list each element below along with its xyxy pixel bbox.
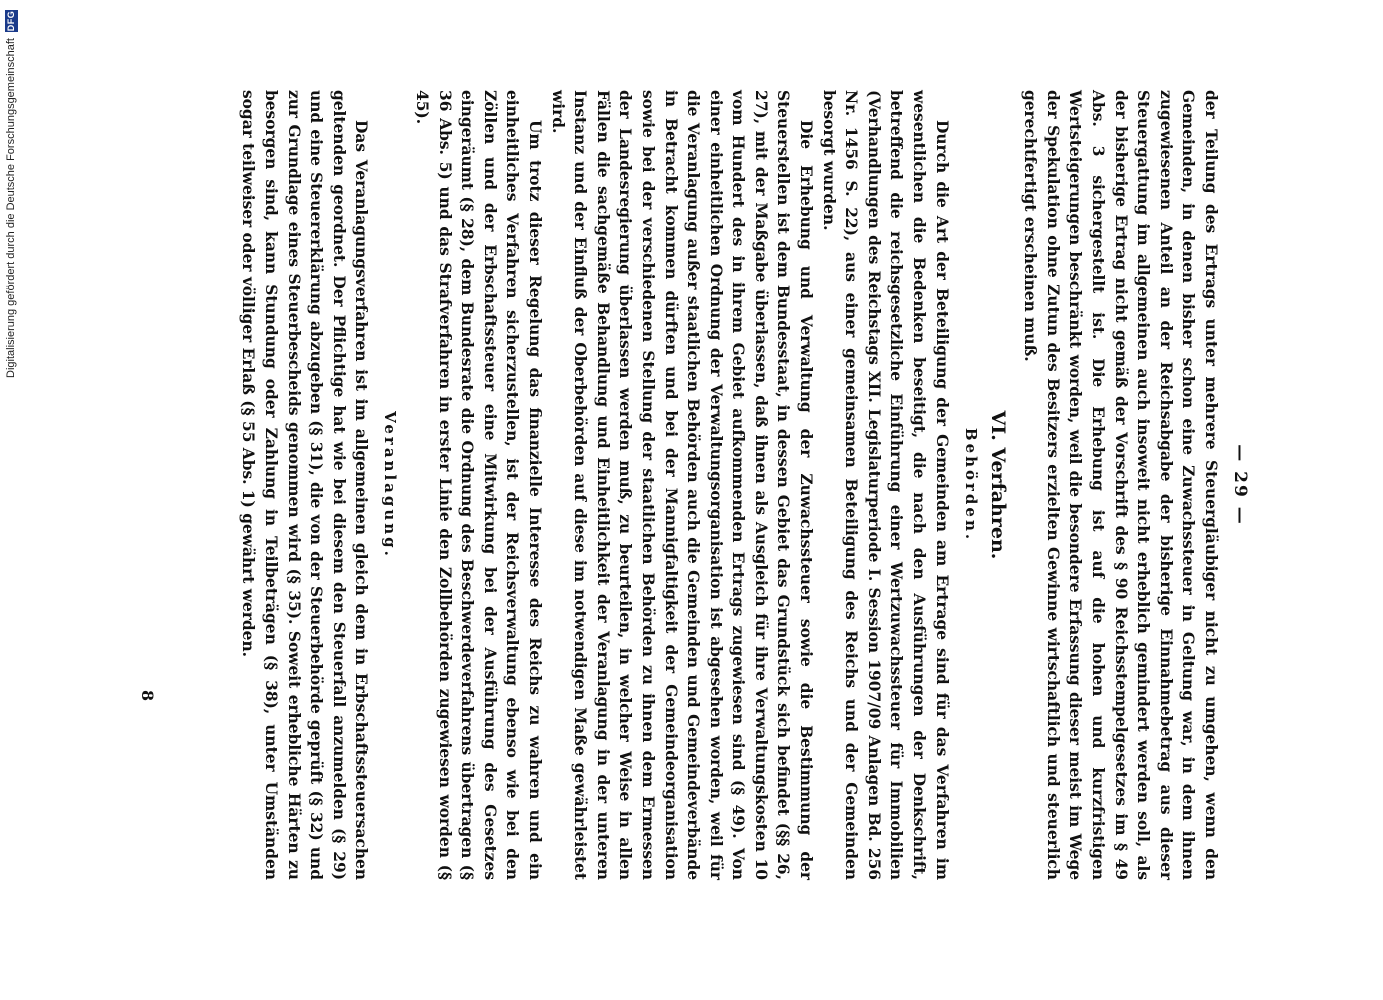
subheading-behoerden: Behörden. (961, 427, 980, 543)
digitization-footer (0, 0, 22, 1000)
section-title: VI. Verfahren. (986, 410, 1009, 560)
body-paragraph-intro: der Teilung des Ertrags unter mehrere Steuergläubiger nicht zu umgehen, wenn den Gemeinden, in denen bisher schon eine Zuwachssteuer in Geltung war, in dem ihnen zugewiesenen Anteil an der Reichsabgabe der bisherige Einnahmebetrag aus dieser Steuergattung im allgemeinen auch insoweit nicht erheblich gemindert werden soll, als der bisherige Ertrag nicht gemäß der Vorschrift des § 90 Reichsstempelgesetzes im § 49 Abs. 3 sichergestellt ist. Die Erhebung ist auf die hohen und kurzfristigen Wertsteigerungen beschränkt worden, weil die besondere Erfassung dieser meist im Wege der Spekulation ohne Zutun des Besitzers erzielten Gewinne wirtschaftlich und steuerlich gerechtfertigt erscheinen muß. (1021, 90, 1220, 880)
page-number: — 29 — (1230, 444, 1250, 526)
body-paragraph: Durch die Art der Beteiligung der Gemeinden am Ertrage sind für das Verfahren im wesentlichen die Bedenken beseitigt, die nach den Ausführungen der Denkschrift, betreffend die reichsgesetzliche Einführung einer Wertzuwachssteuer für Immobilien (Verhandlungen des Reichstags XII. Legislaturperiode I. Session 1907/09 Anlagen Bd. 256 Nr. 1456 S. 22), aus einer gemeinsamen Beteiligung des Reichs und der Gemeinden besorgt wurden. (819, 90, 951, 880)
body-paragraph: Die Erhebung und Verwaltung der Zuwachssteuer sowie die Bestimmung der Steuerstellen ist dem Bundesstaat, in dessen Gebiet das Grundstück sich befindet (§§ 26, 27), mit der Maßgabe überlassen, daß ihnen als Ausgleich für ihre Verwaltungskosten 10 vom Hundert des in ihrem Gebiet aufkommenden Ertrags zugewiesen sind (§ 49). Von einer einheitlichen Ordnung der Verwaltungsorganisation ist abgesehen worden, weil für die Veranlagung außer staatlichen Behörden auch die Gemeinden und Gemeindeverbände in Betracht kommen dürften und bei der Mannigfaltigkeit der Gemeindeorganisation sowie bei der verschiedenen Stellung der staatlichen Behörden zu ihnen dem Ermessen der Landesregierung überlassen werden muß, zu beurteilen, in welcher Weise in allen Fällen die sachgemäße Behandlung und Einheitlichkeit der Veranlagung in der unteren Instanz und der Einfluß der Oberbehörden auf diese im notwendigen Maße gewährleistet wird. (548, 90, 816, 880)
subheading-veranlagung: Veranlagung. (381, 411, 400, 559)
footer-credit: Digitalisierung gefördert durch die Deutsche Forschungsgemeinschaft (5, 38, 17, 378)
body-paragraph: Das Veranlagungsverfahren ist im allgemeinen gleich dem in Erbschaftssteuersachen geltenden geordnet. Der Pflichtige hat wie bei diesem den Steuerfall anzumelden (§ 29) und eine Steuererklärung abzugeben (§ 31), die von der Steuerbehörde geprüft (§ 32) und zur Grundlage eines Steuerbescheids genommen wird (§ 35). Soweit erhebliche Härten zu besorgen sind, kann Stundung oder Zahlung in Teilbeträgen (§ 38), unter Umständen sogar teilweiser oder völliger Erlaß (§ 55 Abs. 1) gewährt werden. (239, 90, 371, 880)
body-paragraph: Um trotz dieser Regelung das finanzielle Interesse des Reichs zu wahren und ein einheitliches Verfahren sicherzustellen, ist der Reichsverwaltung ebenso wie bei den Zöllen und der Erbschaftssteuer eine Mitwirkung bei der Ausführung des Gesetzes eingeräumt (§ 28), dem Bundesrate die Ordnung des Beschwerdeverfahrens übertragen (§ 36 Abs. 5) und das Strafverfahren in erster Linie den Zollbehörden zugewiesen worden (§ 45). (413, 90, 544, 880)
signature-mark: 8 (138, 690, 157, 702)
dfg-logo: DFG (6, 10, 16, 32)
document-page (120, 90, 1250, 880)
